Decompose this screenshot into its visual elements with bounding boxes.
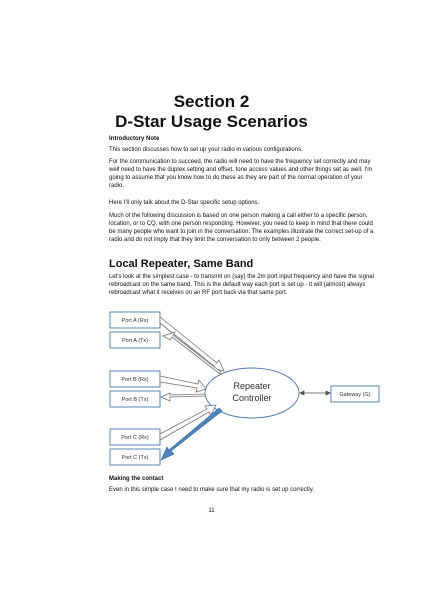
contact-paragraph: Even in this simple case I need to make sure that my radio is set up correctly. (109, 487, 314, 493)
section-subtitle: D-Star Usage Scenarios (115, 112, 308, 131)
gateway-arrowhead-left (300, 391, 304, 395)
intro-paragraph-4: Much of the following discussion is based on one person making a call either to a specific person, location, or to CQ, with one person responding. However, you need to keep in mind that there could be many people who want to join in the conversation. The examples illustrate the correct set-up of a radio and do not imply that they limit the conversation to only between 2 people. (109, 213, 374, 244)
arrow-port-b-rx-in (160, 376, 206, 392)
port-b-rx-label: Port B (Rx) (121, 377, 149, 383)
contact-heading: Making the contact (109, 476, 164, 482)
port-b-tx-label: Port B (Tx) (121, 397, 149, 403)
port-c-rx-label: Port C (Rx) (121, 435, 149, 441)
arrow-port-a-rx-in (160, 317, 224, 371)
arrow-port-b-tx-out (161, 393, 205, 401)
intro-heading: Introductory Note (109, 136, 160, 142)
controller-label-line2: Controller (232, 393, 272, 403)
gateway-arrowhead-right (326, 391, 330, 395)
intro-paragraph-1: This section discusses how to set up your radio in various configurations. (109, 147, 303, 153)
gateway-label: Gateway (G) (339, 392, 371, 398)
controller-label-line1: Repeater (233, 381, 271, 391)
intro-paragraph-2: For the communication to succeed, the radio will need to have the frequency set correctly and may well need to have the duplex setting and offset, tone access values and other things set as well. I'm going to assume that you know how to do these as they are part of the normal operation of your radio. (109, 159, 373, 190)
port-a-tx-label: Port A (Tx) (122, 338, 148, 344)
port-c-tx-label: Port C (Tx) (121, 455, 149, 461)
local-repeater-paragraph: Let's look at the simplest case - to transmit on (say) the 2m port input frequency and have the signal rebroadcast on the same band. This is the default way each port is set up - it will (almost) always rebroadcast what it receives on an RF port back via that same port. (109, 274, 374, 297)
arrow-port-a-tx-out (163, 332, 221, 374)
local-repeater-heading: Local Repeater, Same Band (109, 258, 254, 270)
page-number: 11 (208, 508, 215, 514)
section-title: Section 2 (173, 92, 250, 111)
port-a-rx-label: Port A (Rx) (121, 318, 149, 324)
intro-paragraph-3: Here I'll only talk about the D-Star specific setup options. (109, 200, 260, 206)
